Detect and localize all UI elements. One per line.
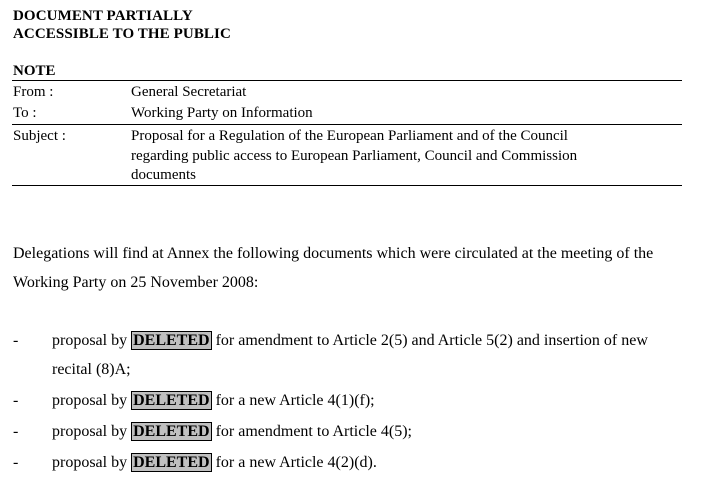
subject-line-3: documents: [131, 167, 196, 183]
deleted-marker: DELETED: [133, 392, 210, 409]
list-item-text: [52, 386, 684, 415]
subject-line-1: Proposal for a Regulation of the European Parliament and of the Council: [131, 128, 568, 144]
from-label: From :: [13, 84, 54, 100]
note-title: NOTE: [13, 63, 56, 79]
subject-line-2: regarding public access to European Parliament, Council and Commission: [131, 147, 578, 164]
list-item-prefix: proposal by: [52, 332, 128, 349]
list-item-suffix: for a new Article 4(1)(f);: [215, 392, 375, 409]
deleted-marker: DELETED: [133, 332, 210, 349]
deleted-marker: DELETED: [133, 454, 210, 471]
subject-value: [131, 127, 679, 186]
from-value: General Secretariat: [131, 84, 247, 100]
subject-label: Subject :: [13, 128, 66, 144]
list-dash: -: [13, 392, 19, 409]
list-item-prefix: proposal by: [52, 454, 128, 471]
list-dash: -: [13, 454, 19, 471]
list-dash: -: [13, 332, 19, 349]
header-rule-middle: [12, 124, 682, 125]
list-item-prefix: proposal by: [52, 423, 128, 440]
intro-line-1: Delegations will find at Annex the following documents which were circulated at the meeting of the: [13, 245, 654, 262]
list-item-prefix: proposal by: [52, 392, 128, 409]
deleted-marker: DELETED: [133, 423, 210, 440]
to-label: To :: [13, 105, 37, 121]
intro-line-2: Working Party on 25 November 2008:: [13, 274, 259, 291]
header-rule-top: [12, 80, 682, 81]
list-item-suffix: for amendment to Article 2(5) and Article 5(2) and insertion of new: [215, 332, 648, 349]
list-item-text: [52, 448, 684, 477]
access-status-line-2: ACCESSIBLE TO THE PUBLIC: [13, 26, 231, 42]
list-dash: -: [13, 423, 19, 440]
list-item-suffix: for a new Article 4(2)(d).: [215, 454, 377, 471]
to-value: Working Party on Information: [131, 105, 313, 121]
list-item-line-1: [52, 326, 684, 355]
list-item-text: [52, 326, 684, 384]
intro-paragraph: [13, 239, 689, 297]
list-item-text: [52, 417, 684, 446]
access-status-line-1: DOCUMENT PARTIALLY: [13, 8, 193, 24]
access-status-heading: [13, 7, 231, 43]
list-item-line-2: recital (8)A;: [52, 361, 131, 378]
list-item-suffix: for amendment to Article 4(5);: [215, 423, 412, 440]
